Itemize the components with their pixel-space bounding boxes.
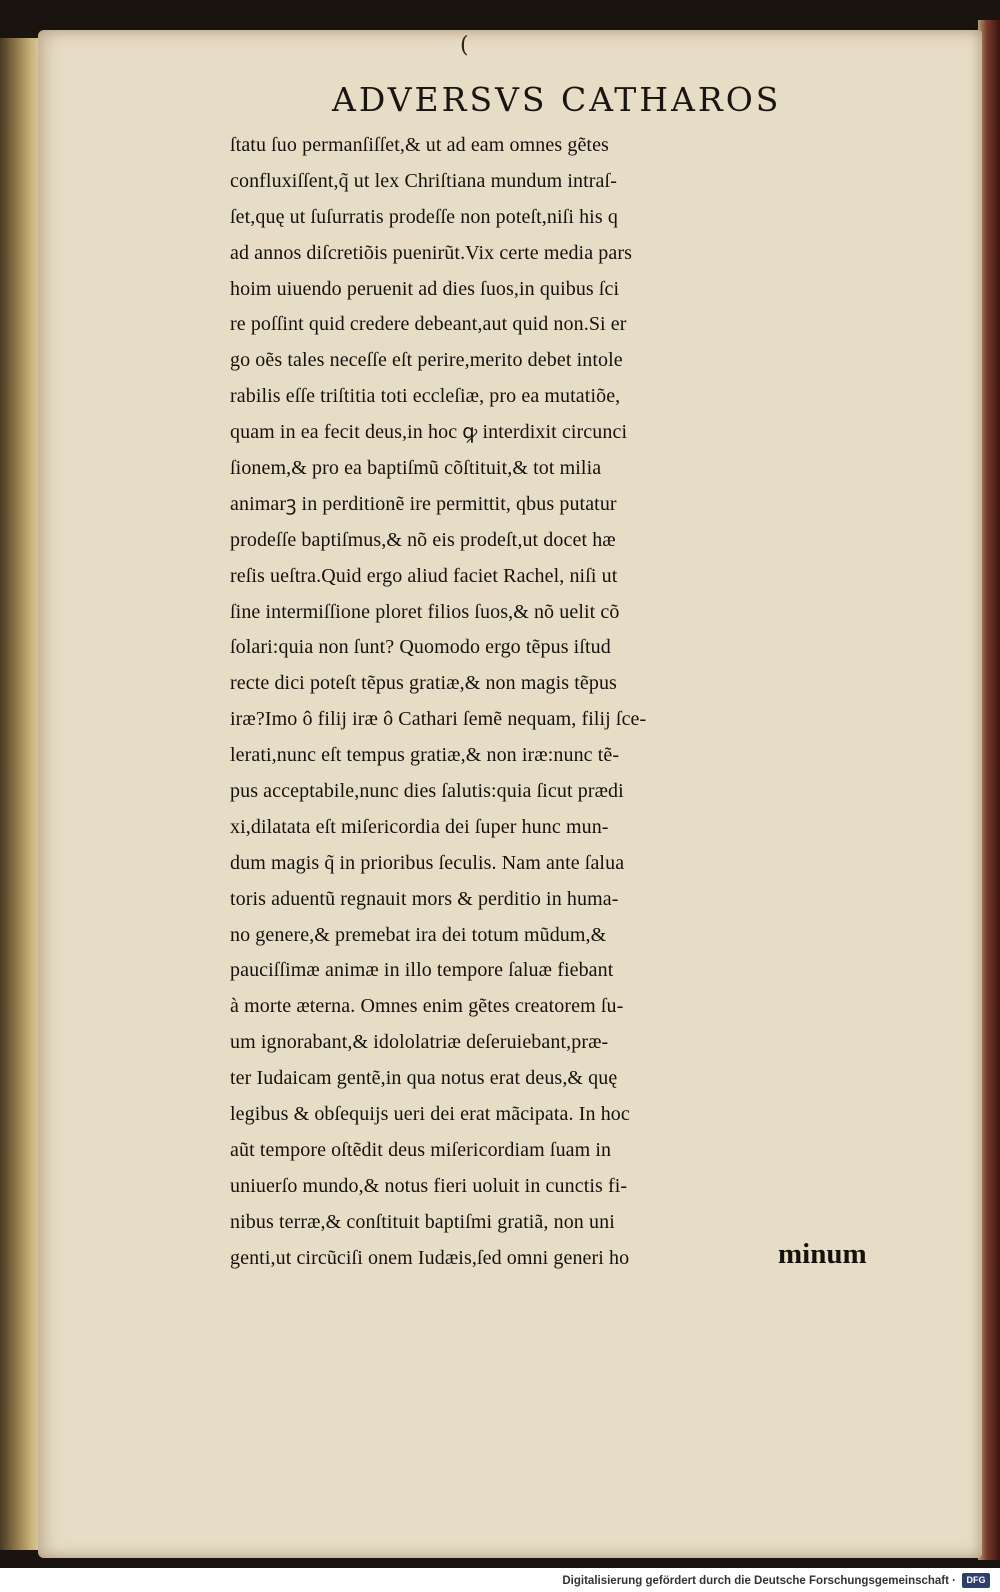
text-line: ſine intermiſſione ploret filios ſuos,& nõ uelit cõ [230, 600, 620, 623]
text-line: quam in ea fecit deus,in hoc ꝙ interdixit circunci [230, 421, 628, 444]
footer-credit[interactable]: Digitalisierung gefördert durch die Deutsche Forschungsgemeinschaft · [562, 1575, 956, 1587]
text-line: dum magis q̃ in prioribus ſeculis. Nam ante ſalua [230, 851, 625, 874]
text-line: toris aduentũ regnauit mors & perditio in huma- [230, 887, 619, 910]
text-line: legibus & obſequijs ueri dei erat mãcipata. In hoc [230, 1103, 630, 1126]
text-line: xi,dilatata eſt miſericordia dei ſuper hunc mun- [230, 815, 609, 838]
text-line: prodeſſe baptiſmus,& nõ eis prodeſt,ut docet hæ [230, 528, 616, 551]
running-head: ADVERSVS CATHAROS [332, 80, 782, 119]
text-line: reſis ueſtra.Quid ergo aliud faciet Rachel, niſi ut [230, 564, 618, 587]
text-line: ſolari:quia non ſunt? Quomodo ergo tẽpus iſtud [230, 636, 611, 659]
dfg-logo[interactable]: DFG [962, 1573, 990, 1588]
text-line: re poſſint quid credere debeant,aut quid non.Si er [230, 313, 627, 336]
text-line: um ignorabant,& idololatriæ deſeruiebant,præ- [230, 1031, 609, 1054]
text-line: iræ?Imo ô filij iræ ô Cathari ſemẽ nequam, filij ſce- [230, 708, 647, 731]
text-line: go oẽs tales neceſſe eſt perire,merito debet intole [230, 349, 623, 372]
text-line: recte dici poteſt tẽpus gratiæ,& non magis tẽpus [230, 672, 617, 695]
catchword: minum [778, 1238, 867, 1270]
text-line: pauciſſimæ animæ in illo tempore ſaluæ fiebant [230, 959, 614, 982]
text-line: aũt tempore oſtẽdit deus miſericordiam ſuam in [230, 1138, 612, 1161]
text-line: ſionem,& pro ea baptiſmũ cõſtituit,& tot milia [230, 457, 602, 480]
text-line: ſet,quę ut ſuſurratis prodeſſe non poteſt,niſi his q [230, 205, 618, 228]
page-mark: ( [460, 33, 469, 58]
text-line: ſtatu ſuo permanſiſſet,& ut ad eam omnes gẽtes [230, 134, 609, 156]
text-line: pus acceptabile,nunc dies ſalutis:quia ſicut prædi [230, 780, 624, 803]
text-line: lerati,nunc eſt tempus gratiæ,& non iræ:nunc tẽ- [230, 744, 620, 767]
text-line: nibus terræ,& conſtituit baptiſmi gratiã, non uni [230, 1210, 615, 1233]
text-line: confluxiſſent,q̃ ut lex Chriſtiana mundum intraſ- [230, 169, 617, 192]
text-line: rabilis eſſe triſtitia toti eccleſiæ, pro ea mutatiõe, [230, 385, 621, 408]
text-line: hoim uiuendo peruenit ad dies ſuos,in quibus ſci [230, 277, 620, 300]
text-line: uniuerſo mundo,& notus fieri uoluit in cunctis fi- [230, 1174, 628, 1197]
text-line: ter Iudaicam gentẽ,in qua notus erat deus,& quę [230, 1067, 618, 1090]
text-line: no genere,& premebat ira dei totum mũdum,& [230, 923, 607, 946]
text-line: genti,ut circũciſi onem Iudæis,ſed omni generi ho [230, 1246, 630, 1269]
text-line: animarꝫ in perditionẽ ire permittit, qbus putatur [230, 492, 617, 515]
text-line: ad annos diſcretiõis puenirũt.Vix certe media pars [230, 241, 633, 264]
body-text [230, 128, 900, 1277]
text-line: à morte æterna. Omnes enim gẽtes creatorem ſu- [230, 995, 624, 1018]
